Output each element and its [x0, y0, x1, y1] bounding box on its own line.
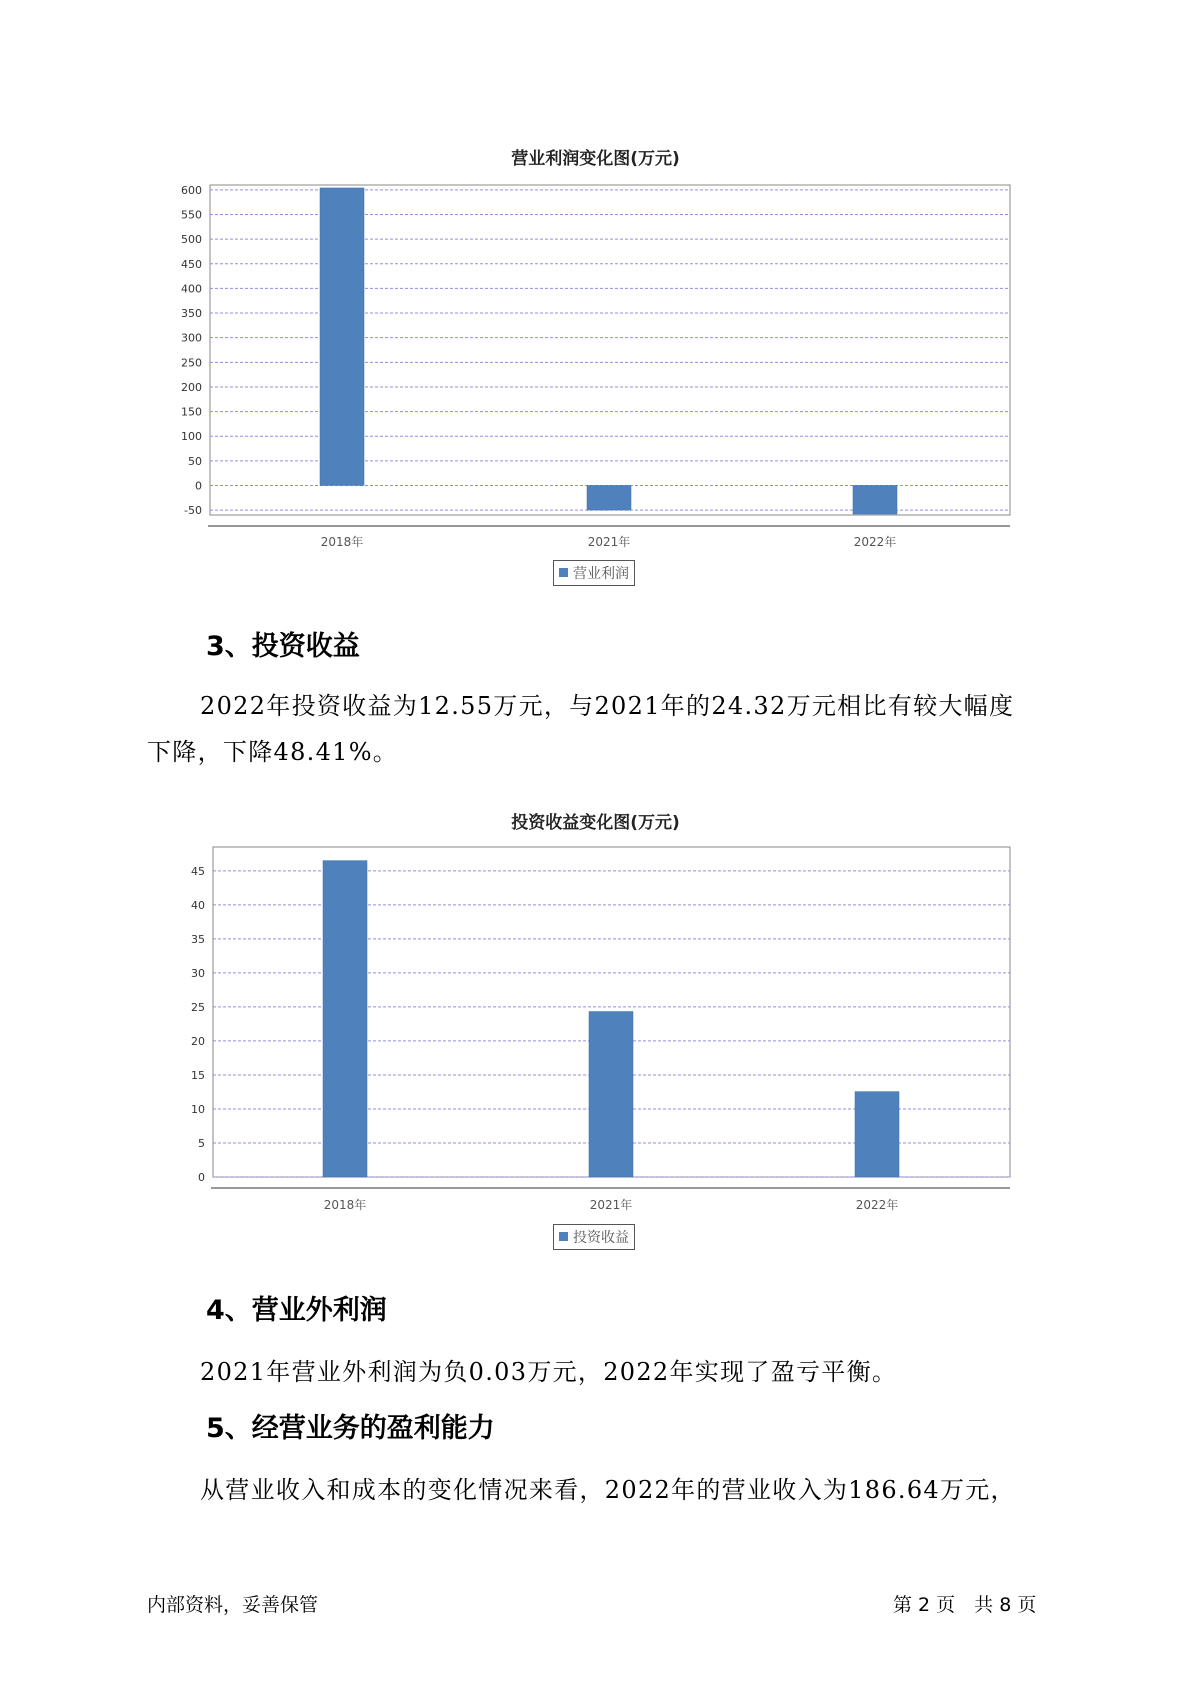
y-tick-label: 600	[181, 183, 202, 197]
x-tick-label: 2018年	[323, 1198, 367, 1212]
paragraph-line: 从营业收入和成本的变化情况来看，2022年的营业收入为186.64万元，	[200, 1476, 1016, 1504]
y-tick-label: 0	[195, 479, 202, 493]
legend-swatch	[559, 1232, 568, 1241]
y-tick-label: 250	[181, 356, 202, 370]
y-tick-label: 500	[181, 233, 202, 247]
y-tick-label: 150	[181, 405, 202, 419]
x-tick-label: 2021年	[587, 535, 631, 549]
paragraph-line: 2022年投资收益为12.55万元，与2021年的24.32万元相比有较大幅度	[200, 692, 1015, 720]
footer-page-number: 第 2 页 共 8 页	[893, 1594, 1037, 1616]
y-tick-label: 400	[181, 282, 202, 296]
paragraph-line: 2021年营业外利润为负0.03万元，2022年实现了盈亏平衡。	[200, 1358, 898, 1386]
y-tick-label: 200	[181, 380, 202, 394]
y-tick-label: 45	[191, 864, 205, 878]
y-tick-label: 30	[191, 966, 205, 980]
bar-2021年	[589, 1012, 633, 1177]
section-heading-non-operating-profit: 4、营业外利润	[206, 1295, 387, 1326]
y-tick-label: 350	[181, 307, 202, 321]
y-tick-label: 25	[191, 1000, 205, 1014]
legend-label: 投资收益	[573, 1230, 629, 1246]
y-tick-label: 0	[198, 1171, 205, 1184]
section-heading-profitability: 5、经营业务的盈利能力	[206, 1413, 495, 1444]
y-tick-label: 5	[198, 1136, 205, 1150]
chart-title-operating-profit: 营业利润变化图(万元)	[511, 149, 680, 169]
y-tick-label: 100	[181, 430, 202, 444]
x-tick-label: 2018年	[320, 535, 364, 549]
y-tick-label: -50	[184, 504, 202, 518]
section-heading-investment-income: 3、投资收益	[206, 631, 360, 662]
y-tick-label: 550	[181, 208, 202, 222]
legend-label: 营业利润	[573, 566, 629, 582]
y-tick-label: 300	[181, 331, 202, 345]
x-tick-label: 2022年	[853, 535, 897, 549]
legend-investment-income	[553, 1224, 635, 1250]
x-tick-label: 2021年	[589, 1198, 633, 1212]
y-tick-label: 20	[191, 1034, 205, 1048]
y-tick-label: 40	[191, 898, 205, 912]
x-tick-label: 2022年	[855, 1198, 899, 1212]
y-tick-label: 10	[191, 1102, 205, 1116]
y-tick-label: 15	[191, 1068, 205, 1082]
bar-2018年	[323, 861, 367, 1177]
paragraph-line: 下降，下降48.41%。	[147, 738, 399, 766]
footer-confidential-note: 内部资料，妥善保管	[147, 1594, 319, 1616]
y-tick-label: 50	[188, 454, 202, 468]
y-tick-label: 35	[191, 932, 205, 946]
y-tick-label: 450	[181, 257, 202, 271]
bar-2022年	[855, 1092, 899, 1177]
chart-title-investment-income: 投资收益变化图(万元)	[511, 813, 680, 833]
